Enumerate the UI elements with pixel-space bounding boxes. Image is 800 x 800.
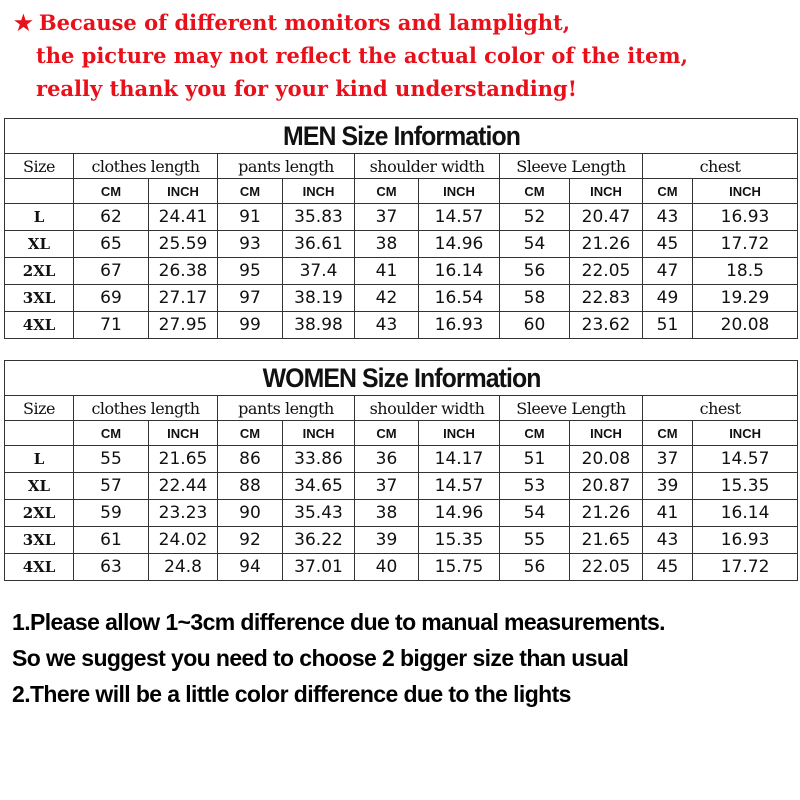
table-row bbox=[5, 285, 798, 312]
women-size-table bbox=[4, 360, 798, 581]
measurement-cell: 36.61 bbox=[283, 231, 355, 258]
measurement-cell: 51 bbox=[500, 446, 570, 473]
notice-line-2: the picture may not reflect the actual color of the item, bbox=[36, 43, 688, 68]
measurement-cell: 90 bbox=[218, 500, 283, 527]
measurement-cell: 24.02 bbox=[149, 527, 218, 554]
measurement-cell: 53 bbox=[500, 473, 570, 500]
measurement-cell: 42 bbox=[355, 285, 419, 312]
measurement-cell: 57 bbox=[74, 473, 149, 500]
unit-header-blank bbox=[5, 421, 74, 446]
measurement-cell: 45 bbox=[643, 231, 693, 258]
column-header-pants-length: pants length bbox=[218, 154, 355, 179]
unit-header-cm: CM bbox=[218, 179, 283, 204]
measurement-cell: 38 bbox=[355, 231, 419, 258]
measurement-cell: 69 bbox=[74, 285, 149, 312]
measurement-cell: 54 bbox=[500, 231, 570, 258]
table-row bbox=[5, 204, 798, 231]
measurement-cell: 23.23 bbox=[149, 500, 218, 527]
measurement-cell: 63 bbox=[74, 554, 149, 581]
unit-header-cm: CM bbox=[74, 421, 149, 446]
unit-header-cm: CM bbox=[74, 179, 149, 204]
measurement-cell: 21.26 bbox=[570, 231, 643, 258]
measurement-cell: 38.19 bbox=[283, 285, 355, 312]
measurement-cell: 54 bbox=[500, 500, 570, 527]
unit-header-cm: CM bbox=[355, 179, 419, 204]
measurement-cell: 45 bbox=[643, 554, 693, 581]
table-row bbox=[5, 312, 798, 339]
measurement-cell: 60 bbox=[500, 312, 570, 339]
size-label-cell: 4XL bbox=[5, 312, 74, 339]
measurement-cell: 39 bbox=[643, 473, 693, 500]
measurement-cell: 23.62 bbox=[570, 312, 643, 339]
measurement-cell: 26.38 bbox=[149, 258, 218, 285]
column-header-sleeve-length: Sleeve Length bbox=[500, 154, 643, 179]
table-row bbox=[5, 258, 798, 285]
unit-header-inch: INCH bbox=[149, 179, 218, 204]
measurement-cell: 43 bbox=[643, 527, 693, 554]
unit-header-inch: INCH bbox=[693, 179, 798, 204]
measurement-cell: 14.57 bbox=[419, 473, 500, 500]
size-label-cell: L bbox=[5, 446, 74, 473]
measurement-cell: 59 bbox=[74, 500, 149, 527]
table-row bbox=[5, 473, 798, 500]
measurement-cell: 21.65 bbox=[570, 527, 643, 554]
size-label-cell: XL bbox=[5, 473, 74, 500]
measurement-cell: 97 bbox=[218, 285, 283, 312]
column-header-chest: chest bbox=[643, 154, 798, 179]
table-row bbox=[5, 231, 798, 258]
column-header-clothes-length: clothes length bbox=[74, 154, 218, 179]
notice-line-1 bbox=[8, 6, 798, 39]
footnote-2: So we suggest you need to choose 2 bigger size than usual bbox=[12, 645, 629, 671]
measurement-cell: 15.35 bbox=[693, 473, 798, 500]
measurement-cell: 41 bbox=[355, 258, 419, 285]
measurement-cell: 92 bbox=[218, 527, 283, 554]
unit-header-inch: INCH bbox=[419, 179, 500, 204]
measurement-cell: 52 bbox=[500, 204, 570, 231]
table-row bbox=[5, 500, 798, 527]
measurement-cell: 27.95 bbox=[149, 312, 218, 339]
measurement-cell: 41 bbox=[643, 500, 693, 527]
measurement-cell: 27.17 bbox=[149, 285, 218, 312]
star-icon: ★ bbox=[14, 10, 33, 35]
measurement-cell: 14.96 bbox=[419, 231, 500, 258]
unit-header-inch: INCH bbox=[149, 421, 218, 446]
table-row bbox=[5, 446, 798, 473]
measurement-cell: 58 bbox=[500, 285, 570, 312]
column-header-sleeve-length: Sleeve Length bbox=[500, 396, 643, 421]
measurement-cell: 37 bbox=[355, 473, 419, 500]
women-unit-header-row bbox=[5, 421, 798, 446]
measurement-cell: 21.65 bbox=[149, 446, 218, 473]
measurement-cell: 56 bbox=[500, 258, 570, 285]
measurement-cell: 38 bbox=[355, 500, 419, 527]
notice-text-1: Because of different monitors and lamplight, bbox=[38, 10, 571, 35]
measurement-cell: 25.59 bbox=[149, 231, 218, 258]
unit-header-inch: INCH bbox=[693, 421, 798, 446]
unit-header-cm: CM bbox=[643, 179, 693, 204]
unit-header-inch: INCH bbox=[570, 179, 643, 204]
measurement-cell: 55 bbox=[500, 527, 570, 554]
measurement-cell: 15.35 bbox=[419, 527, 500, 554]
unit-header-inch: INCH bbox=[283, 179, 355, 204]
measurement-cell: 22.05 bbox=[570, 554, 643, 581]
column-header-chest: chest bbox=[643, 396, 798, 421]
measurement-cell: 16.54 bbox=[419, 285, 500, 312]
size-label-cell: 2XL bbox=[5, 500, 74, 527]
size-label-cell: 2XL bbox=[5, 258, 74, 285]
column-header-shoulder-width: shoulder width bbox=[355, 154, 500, 179]
unit-header-blank bbox=[5, 179, 74, 204]
measurement-cell: 14.96 bbox=[419, 500, 500, 527]
measurement-cell: 20.47 bbox=[570, 204, 643, 231]
unit-header-cm: CM bbox=[500, 179, 570, 204]
women-table-title: WOMEN Size Information bbox=[36, 361, 766, 396]
unit-header-cm: CM bbox=[500, 421, 570, 446]
measurement-cell: 15.75 bbox=[419, 554, 500, 581]
measurement-cell: 35.43 bbox=[283, 500, 355, 527]
unit-header-inch: INCH bbox=[570, 421, 643, 446]
measurement-cell: 47 bbox=[643, 258, 693, 285]
women-column-header-row bbox=[5, 396, 798, 421]
measurement-cell: 91 bbox=[218, 204, 283, 231]
measurement-cell: 43 bbox=[355, 312, 419, 339]
unit-header-inch: INCH bbox=[419, 421, 500, 446]
size-label-cell: 3XL bbox=[5, 285, 74, 312]
size-label-cell: 4XL bbox=[5, 554, 74, 581]
measurement-cell: 18.5 bbox=[693, 258, 798, 285]
measurement-cell: 40 bbox=[355, 554, 419, 581]
measurement-cell: 67 bbox=[74, 258, 149, 285]
measurement-cell: 14.57 bbox=[693, 446, 798, 473]
color-notice bbox=[8, 6, 798, 105]
column-header-size: Size bbox=[5, 154, 74, 179]
unit-header-cm: CM bbox=[355, 421, 419, 446]
measurement-cell: 34.65 bbox=[283, 473, 355, 500]
size-label-cell: L bbox=[5, 204, 74, 231]
measurement-cell: 20.08 bbox=[693, 312, 798, 339]
measurement-cell: 21.26 bbox=[570, 500, 643, 527]
measurement-cell: 16.93 bbox=[693, 204, 798, 231]
size-label-cell: 3XL bbox=[5, 527, 74, 554]
women-table-body bbox=[5, 446, 798, 581]
measurement-cell: 61 bbox=[74, 527, 149, 554]
measurement-cell: 65 bbox=[74, 231, 149, 258]
unit-header-cm: CM bbox=[643, 421, 693, 446]
measurement-cell: 22.05 bbox=[570, 258, 643, 285]
table-row bbox=[5, 527, 798, 554]
measurement-cell: 94 bbox=[218, 554, 283, 581]
notice-line-3: really thank you for your kind understanding! bbox=[36, 76, 577, 101]
measurement-cell: 51 bbox=[643, 312, 693, 339]
measurement-cell: 86 bbox=[218, 446, 283, 473]
measurement-cell: 99 bbox=[218, 312, 283, 339]
measurement-cell: 37.4 bbox=[283, 258, 355, 285]
men-table-body bbox=[5, 204, 798, 339]
measurement-cell: 20.87 bbox=[570, 473, 643, 500]
measurement-cell: 49 bbox=[643, 285, 693, 312]
measurement-cell: 17.72 bbox=[693, 554, 798, 581]
measurement-cell: 35.83 bbox=[283, 204, 355, 231]
men-table-title: MEN Size Information bbox=[36, 119, 766, 154]
measurement-cell: 14.17 bbox=[419, 446, 500, 473]
measurement-cell: 16.14 bbox=[419, 258, 500, 285]
measurement-cell: 95 bbox=[218, 258, 283, 285]
men-column-header-row bbox=[5, 154, 798, 179]
measurement-cell: 24.41 bbox=[149, 204, 218, 231]
measurement-cell: 93 bbox=[218, 231, 283, 258]
column-header-size: Size bbox=[5, 396, 74, 421]
measurement-cell: 36.22 bbox=[283, 527, 355, 554]
men-size-table bbox=[4, 118, 798, 339]
measurement-cell: 88 bbox=[218, 473, 283, 500]
column-header-pants-length: pants length bbox=[218, 396, 355, 421]
measurement-cell: 43 bbox=[643, 204, 693, 231]
measurement-notes bbox=[12, 604, 798, 712]
column-header-shoulder-width: shoulder width bbox=[355, 396, 500, 421]
measurement-cell: 33.86 bbox=[283, 446, 355, 473]
measurement-cell: 19.29 bbox=[693, 285, 798, 312]
measurement-cell: 37 bbox=[355, 204, 419, 231]
measurement-cell: 20.08 bbox=[570, 446, 643, 473]
unit-header-inch: INCH bbox=[283, 421, 355, 446]
measurement-cell: 24.8 bbox=[149, 554, 218, 581]
measurement-cell: 22.83 bbox=[570, 285, 643, 312]
footnote-1: 1.Please allow 1~3cm difference due to manual measurements. bbox=[12, 609, 665, 635]
size-label-cell: XL bbox=[5, 231, 74, 258]
measurement-cell: 62 bbox=[74, 204, 149, 231]
column-header-clothes-length: clothes length bbox=[74, 396, 218, 421]
measurement-cell: 56 bbox=[500, 554, 570, 581]
measurement-cell: 37 bbox=[643, 446, 693, 473]
measurement-cell: 39 bbox=[355, 527, 419, 554]
measurement-cell: 55 bbox=[74, 446, 149, 473]
measurement-cell: 38.98 bbox=[283, 312, 355, 339]
measurement-cell: 14.57 bbox=[419, 204, 500, 231]
measurement-cell: 37.01 bbox=[283, 554, 355, 581]
measurement-cell: 22.44 bbox=[149, 473, 218, 500]
men-unit-header-row bbox=[5, 179, 798, 204]
unit-header-cm: CM bbox=[218, 421, 283, 446]
measurement-cell: 17.72 bbox=[693, 231, 798, 258]
measurement-cell: 36 bbox=[355, 446, 419, 473]
table-row bbox=[5, 554, 798, 581]
measurement-cell: 16.93 bbox=[419, 312, 500, 339]
measurement-cell: 16.93 bbox=[693, 527, 798, 554]
measurement-cell: 71 bbox=[74, 312, 149, 339]
measurement-cell: 16.14 bbox=[693, 500, 798, 527]
footnote-3: 2.There will be a little color difference due to the lights bbox=[12, 681, 571, 707]
